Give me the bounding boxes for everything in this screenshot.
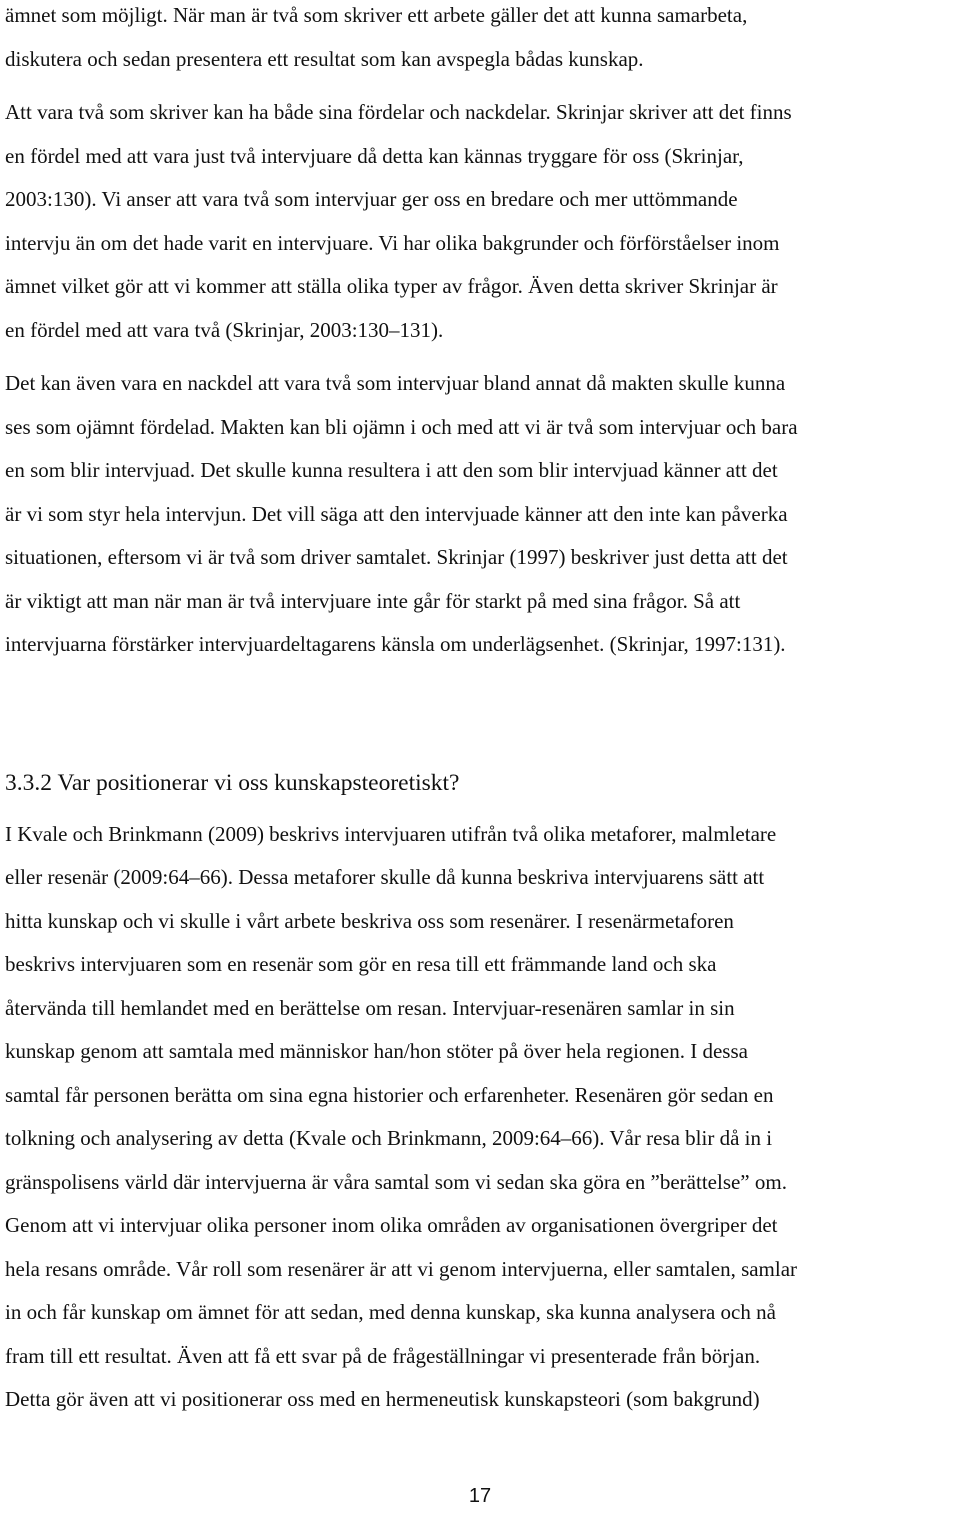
text-line: fram till ett resultat. Även att få ett svar på de frågeställningar vi presenterade från början.	[5, 1343, 761, 1368]
text-line: eller resenär (2009:64–66). Dessa metaforer skulle då kunna beskriva intervjuarens sätt att	[5, 865, 765, 889]
paragraph-2	[5, 91, 960, 352]
text-line: samtal får personen berätta om sina egna historier och erfarenheter. Resenären gör sedan en	[5, 1082, 774, 1107]
paragraph-spacer	[5, 352, 960, 362]
text-line: in och får kunskap om ämnet för att sedan, med denna kunskap, ska kunna analysera och nå	[5, 1300, 776, 1324]
text-line: beskrivs intervjuaren som en resenär som gör en resa till ett främmande land och ska	[5, 952, 717, 976]
text-line: intervjuarna förstärker intervjuardeltagarens känsla om underlägsenhet. (Skrinjar, 1997:131).	[5, 632, 786, 656]
section-heading: 3.3.2 Var positionerar vi oss kunskapsteoretiskt?	[5, 769, 460, 796]
text-line: återvända till hemlandet med en berättelse om resan. Intervjuar-resenären samlar in sin	[5, 995, 735, 1020]
text-line: ämnet vilket gör att vi kommer att ställa olika typer av frågor. Även detta skriver Skrinjar är	[5, 274, 778, 298]
text-line: gränspolisens värld där intervjuerna är våra samtal som vi sedan ska göra en ”berättelse” om.	[5, 1169, 787, 1194]
text-line: är viktigt att man när man är två intervjuare inte går för starkt på med sina frågor. Så att	[5, 588, 741, 613]
text-line: Att vara två som skriver kan ha både sina fördelar och nackdelar. Skrinjar skriver att det finns	[5, 100, 792, 124]
section-spacer	[5, 667, 960, 753]
text-line: situationen, eftersom vi är två som driver samtalet. Skrinjar (1997) beskriver just detta att det	[5, 545, 788, 569]
text-line: 2003:130). Vi anser att vara två som intervjuar ger oss en bredare och mer uttömmande	[5, 187, 738, 211]
text-line: Det kan även vara en nackdel att vara två som intervjuar bland annat då makten skulle kunna	[5, 371, 786, 395]
text-line: är vi som styr hela intervjun. Det vill säga att den intervjuade känner att den inte kan påverka	[5, 501, 788, 526]
text-line: ses som ojämnt fördelad. Makten kan bli ojämn i och med att vi är två som intervjuar och bara	[5, 414, 798, 439]
paragraph-4	[5, 813, 960, 1422]
page-content	[5, 0, 960, 1422]
page-number: 17	[468, 1485, 492, 1507]
text-line: Genom att vi intervjuar olika personer inom olika områden av organisationen övergriper det	[5, 1213, 778, 1237]
text-line: diskutera och sedan presentera ett resultat som kan avspegla bådas kunskap.	[5, 46, 644, 71]
paragraph-1	[5, 0, 960, 81]
text-line: hela resans område. Vår roll som resenärer är att vi genom intervjuerna, eller samtalen, samlar	[5, 1256, 798, 1281]
text-line: intervju än om det hade varit en intervjuare. Vi har olika bakgrunder och förförståelser inom	[5, 230, 780, 255]
text-line: hitta kunskap och vi skulle i vårt arbete beskriva oss som resenärer. I resenärmetaforen	[5, 908, 734, 933]
text-line: I Kvale och Brinkmann (2009) beskrivs intervjuaren utifrån två olika metaforer, malmletare	[5, 821, 777, 846]
text-line: kunskap genom att samtala med människor han/hon stöter på över hela regionen. I dessa	[5, 1039, 748, 1063]
text-line: ämnet som möjligt. När man är två som skriver ett arbete gäller det att kunna samarbeta,	[5, 3, 748, 27]
paragraph-3	[5, 362, 960, 667]
text-line: Detta gör även att vi positionerar oss med en hermeneutisk kunskapsteori (som bakgrund)	[5, 1387, 760, 1411]
text-line: en som blir intervjuad. Det skulle kunna resultera i att den som blir intervjuad känner att det	[5, 458, 778, 482]
paragraph-spacer	[5, 81, 960, 91]
text-line: en fördel med att vara just två intervjuare då detta kan kännas tryggare för oss (Skrinjar,	[5, 143, 744, 168]
text-line: tolkning och analysering av detta (Kvale och Brinkmann, 2009:64–66). Vår resa blir då in i	[5, 1126, 773, 1150]
text-line: en fördel med att vara två (Skrinjar, 2003:130–131).	[5, 317, 444, 342]
